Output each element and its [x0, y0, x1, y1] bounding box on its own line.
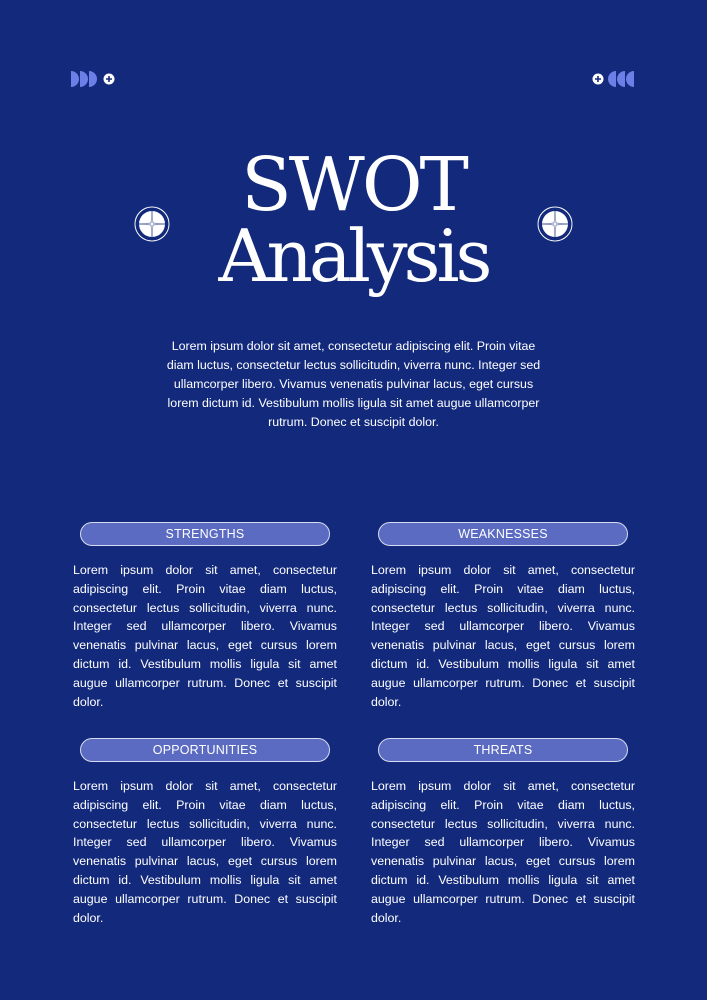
top-right-decoration	[592, 71, 636, 87]
threats-section	[371, 738, 635, 927]
plus-circle-icon	[103, 73, 115, 85]
page-title	[0, 142, 707, 298]
half-circles-icon	[71, 71, 99, 87]
plus-circle-icon	[592, 73, 604, 85]
half-circles-icon	[608, 71, 636, 87]
intro-paragraph: Lorem ipsum dolor sit amet, consectetur adipiscing elit. Proin vitae diam luctus, consectetur lectus sollicitudin, viverra nunc. Integer sed ullamcorper libero. Vivamus venenatis pulvinar lacus, eget cursus lorem dictum id. Vestibulum mollis ligula sit amet augue ullamcorper rutrum. Donec et suscipit dolor.	[166, 339, 541, 429]
top-left-decoration	[71, 71, 115, 87]
title-line-2: Analysis	[218, 214, 489, 298]
strengths-label: STRENGTHS	[80, 522, 330, 546]
strengths-text: Lorem ipsum dolor sit amet, consectetur adipiscing elit. Proin vitae diam luctus, consectetur lectus sollicitudin, viverra nunc. Integer sed ullamcorper libero. Vivamus venenatis pulvinar lacus, eget cursus lorem dictum id. Vestibulum mollis ligula sit amet augue ullamcorper rutrum. Donec et suscipit dolor.	[73, 563, 337, 709]
threats-label: THREATS	[378, 738, 628, 762]
opportunities-label: OPPORTUNITIES	[80, 738, 330, 762]
weaknesses-label: WEAKNESSES	[378, 522, 628, 546]
threats-text: Lorem ipsum dolor sit amet, consectetur adipiscing elit. Proin vitae diam luctus, consectetur lectus sollicitudin, viverra nunc. Integer sed ullamcorper libero. Vivamus venenatis pulvinar lacus, eget cursus lorem dictum id. Vestibulum mollis ligula sit amet augue ullamcorper rutrum. Donec et suscipit dolor.	[371, 779, 635, 925]
weaknesses-section	[371, 522, 635, 711]
weaknesses-text: Lorem ipsum dolor sit amet, consectetur adipiscing elit. Proin vitae diam luctus, consectetur lectus sollicitudin, viverra nunc. Integer sed ullamcorper libero. Vivamus venenatis pulvinar lacus, eget cursus lorem dictum id. Vestibulum mollis ligula sit amet augue ullamcorper rutrum. Donec et suscipit dolor.	[371, 563, 635, 709]
title-line-1: SWOT	[241, 142, 466, 228]
opportunities-section	[73, 738, 337, 927]
opportunities-text: Lorem ipsum dolor sit amet, consectetur adipiscing elit. Proin vitae diam luctus, consectetur lectus sollicitudin, viverra nunc. Integer sed ullamcorper libero. Vivamus venenatis pulvinar lacus, eget cursus lorem dictum id. Vestibulum mollis ligula sit amet augue ullamcorper rutrum. Donec et suscipit dolor.	[73, 779, 337, 925]
strengths-section	[73, 522, 337, 711]
